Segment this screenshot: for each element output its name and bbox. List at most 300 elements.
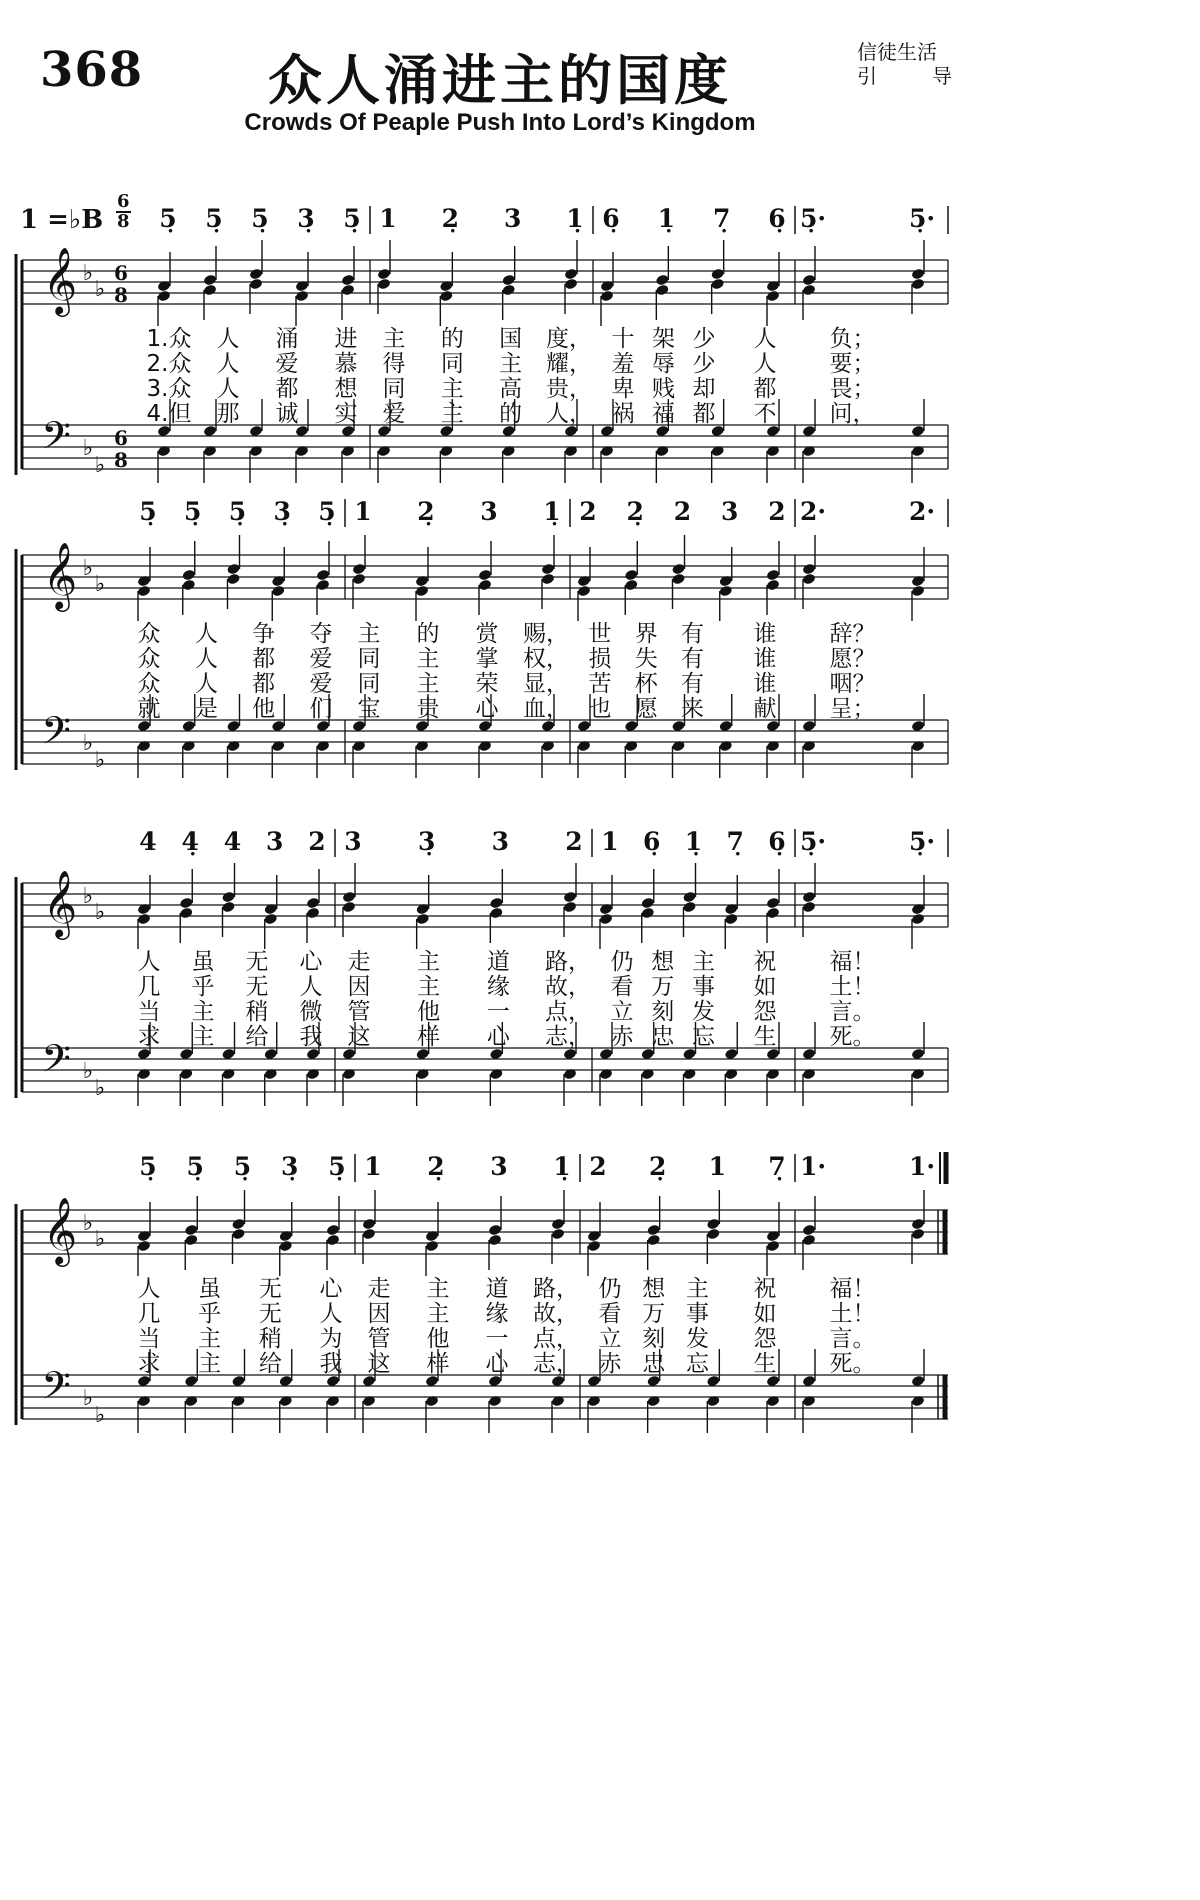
lyric-syllable: 缘 — [485, 1301, 509, 1327]
lyric-syllable: 想 — [334, 376, 358, 402]
lyric-syllable: 样 — [417, 1024, 441, 1050]
bass-clef-icon: 𝄢 — [41, 1036, 71, 1090]
lyric-syllable: 一 — [486, 999, 510, 1025]
lyric-syllable: 给 — [258, 1351, 282, 1377]
lyric-syllable: 愿？ — [829, 646, 876, 672]
treble-notehead — [802, 563, 816, 576]
lyric-syllable: 就 — [137, 696, 161, 722]
lyric-syllable: 失 — [634, 646, 658, 672]
lyric-syllable: 是 — [194, 696, 218, 722]
jianpu-note: 5̣ — [186, 1152, 204, 1181]
jianpu-note: 5̣ — [205, 204, 223, 233]
jianpu-note: 5̣ — [251, 204, 269, 233]
lyric-syllable: 人 — [299, 974, 323, 1000]
treble-notehead — [306, 907, 320, 920]
bass-notehead — [802, 1375, 816, 1388]
lyric-syllable: 不 — [753, 401, 777, 427]
lyric-syllable: 心 — [319, 1276, 343, 1302]
lyric-syllable: 人 — [137, 949, 161, 975]
lyric-syllable: 缘 — [486, 974, 510, 1000]
lyric-syllable: 祝 — [753, 1276, 777, 1302]
jianpu-note: 4 — [223, 827, 242, 856]
lyric-syllable: 贵， — [546, 376, 592, 402]
jianpu-note: 5̣ — [343, 204, 361, 233]
lyric-syllable: 主 — [499, 351, 523, 377]
lyric-syllable: 福 — [652, 401, 675, 427]
lyric-syllable: 们 — [309, 696, 333, 722]
bass-notehead — [179, 1048, 193, 1061]
lyric-syllable: 辞？ — [829, 621, 876, 647]
bass-notehead — [377, 425, 391, 438]
treble-notehead — [564, 268, 578, 281]
lyric-syllable: 祸 — [611, 401, 635, 427]
treble-notehead — [326, 1224, 340, 1237]
jianpu-note: 5̣ — [139, 497, 157, 526]
lyric-syllable: 损 — [588, 646, 612, 672]
lyric-syllable: 主 — [440, 401, 464, 427]
lyric-syllable: 为 — [319, 1326, 343, 1352]
treble-notehead — [137, 585, 151, 598]
bass-notehead — [911, 1048, 925, 1061]
bass-notehead — [646, 1375, 660, 1388]
lyric-syllable: 心 — [299, 949, 323, 975]
jianpu-note: 5̣ — [139, 1152, 157, 1181]
lyric-syllable: 死。 — [829, 1024, 876, 1050]
treble-notehead — [802, 1234, 816, 1247]
bass-notehead — [415, 720, 429, 733]
jianpu-note: 1̣ — [553, 1152, 571, 1181]
lyric-syllable: 几 — [137, 974, 161, 1000]
lyric-syllable: 人 — [753, 351, 777, 377]
flat-icon: ♭ — [82, 731, 94, 756]
lyric-syllable: 主 — [440, 376, 464, 402]
jianpu-note: 2̣ — [417, 497, 435, 526]
lyric-syllable: 事 — [692, 974, 715, 1000]
treble-notehead — [641, 897, 655, 910]
lyric-syllable: 心 — [475, 696, 499, 722]
jianpu-note: 3 — [490, 1152, 508, 1181]
flat-icon: ♭ — [82, 261, 94, 286]
lyric-syllable: 的 — [499, 401, 523, 427]
treble-notehead — [802, 274, 816, 287]
jianpu-note: 1 — [354, 497, 372, 526]
lyric-syllable: 心 — [486, 1024, 510, 1050]
lyric-syllable: 稍 — [245, 999, 269, 1025]
lyric-syllable: 路， — [533, 1276, 579, 1302]
bass-notehead — [279, 1375, 293, 1388]
lyric-syllable: 少 — [692, 351, 716, 377]
jianpu-note: 3̣ — [273, 497, 291, 526]
lyric-syllable: 怨 — [753, 1326, 777, 1352]
treble-clef-icon: 𝄞 — [42, 541, 78, 609]
lyric-syllable: 走 — [347, 949, 371, 975]
category-line-1: 信徒生活 — [857, 40, 937, 64]
jianpu-note: 1̣ — [543, 497, 561, 526]
bass-notehead — [489, 1048, 503, 1061]
lyric-syllable: 主 — [426, 1276, 450, 1302]
lyric-syllable: 看 — [610, 974, 634, 1000]
treble-notehead — [766, 907, 780, 920]
treble-notehead — [179, 907, 193, 920]
lyric-syllable: 有 — [681, 621, 704, 647]
lyric-syllable: 他 — [426, 1326, 450, 1352]
lyric-syllable: 都 — [252, 646, 276, 672]
treble-notehead — [501, 284, 515, 297]
flat-icon: ♭ — [82, 1211, 94, 1236]
bass-notehead — [264, 1048, 278, 1061]
lyric-syllable: 贵 — [416, 696, 440, 722]
lyric-syllable: 同 — [440, 351, 464, 377]
lyric-syllable: 道 — [485, 1276, 509, 1302]
lyric-syllable: 道 — [486, 949, 510, 975]
lyric-syllable: 赤 — [610, 1024, 634, 1050]
treble-time-signature-bottom: 8 — [114, 283, 128, 307]
lyric-syllable: 慕 — [334, 351, 358, 377]
bass-notehead — [295, 425, 309, 438]
bass-notehead — [724, 1048, 738, 1061]
treble-notehead — [271, 585, 285, 598]
bass-time-signature-top: 6 — [114, 426, 128, 450]
lyric-syllable: 忠 — [651, 1024, 675, 1050]
lyric-syllable: 生 — [753, 1024, 777, 1050]
treble-notehead — [719, 585, 733, 598]
jianpu-note: 5̣· — [799, 204, 827, 233]
treble-notehead — [362, 1218, 376, 1231]
bass-notehead — [766, 1048, 780, 1061]
bass-notehead — [587, 1375, 601, 1388]
lyric-syllable: 的 — [440, 326, 464, 352]
hymn-title-chinese: 众人涌进主的国度 — [268, 49, 732, 112]
lyric-syllable: 万 — [642, 1301, 666, 1327]
bass-notehead — [326, 1375, 340, 1388]
lyric-syllable: 都 — [753, 376, 777, 402]
bass-notehead — [342, 1048, 356, 1061]
treble-clef-icon: 𝄞 — [42, 246, 78, 314]
treble-notehead — [341, 284, 355, 297]
key-signature: 1 =♭B — [20, 205, 104, 235]
jianpu-note: 5̣ — [233, 1152, 252, 1181]
lyric-syllable: 羞 — [611, 351, 635, 377]
treble-notehead — [352, 573, 366, 586]
bass-notehead — [137, 1375, 151, 1388]
treble-notehead — [655, 274, 669, 287]
treble-notehead — [706, 1218, 720, 1231]
jianpu-note: 2 — [673, 497, 692, 526]
lyric-syllable: 人 — [137, 1276, 161, 1302]
lyric-syllable: 主 — [198, 1351, 222, 1377]
treble-notehead — [425, 1240, 439, 1253]
lyric-syllable: 高 — [499, 376, 523, 402]
treble-notehead — [646, 1234, 660, 1247]
lyric-syllable: 爱 — [309, 671, 333, 697]
bass-notehead — [306, 1048, 320, 1061]
lyric-syllable: 赐， — [523, 621, 569, 647]
flat-icon: ♭ — [94, 748, 106, 773]
bass-notehead — [221, 1048, 235, 1061]
lyric-syllable: 谁 — [753, 646, 777, 672]
lyric-syllable: 众 — [137, 621, 161, 647]
treble-notehead — [541, 573, 555, 586]
bass-notehead — [137, 720, 151, 733]
bass-notehead — [182, 720, 196, 733]
treble-notehead — [203, 284, 217, 297]
flat-icon: ♭ — [82, 1059, 94, 1084]
hymn-title-english: Crowds Of Peaple Push Into Lord’s Kingdom — [244, 109, 756, 136]
category-line-2a: 引 — [857, 64, 877, 88]
bass-notehead — [203, 425, 217, 438]
jianpu-note: 5̣· — [908, 204, 936, 233]
treble-notehead — [489, 907, 503, 920]
lyric-syllable: 心 — [485, 1351, 509, 1377]
lyric-syllable: 无 — [245, 949, 269, 975]
lyric-syllable: 掌 — [475, 646, 499, 672]
lyric-syllable: 志， — [545, 1024, 591, 1050]
lyric-syllable: 实 — [334, 401, 358, 427]
treble-notehead — [802, 891, 816, 904]
bass-notehead — [624, 720, 638, 733]
treble-notehead — [724, 913, 738, 926]
lyric-syllable: 宝 — [357, 696, 381, 722]
jianpu-note: 2̣ — [648, 1152, 667, 1181]
lyric-syllable: 刻 — [642, 1326, 666, 1352]
treble-notehead — [587, 1240, 601, 1253]
flat-icon: ♭ — [94, 1403, 106, 1428]
jianpu-note: 7̣ — [726, 827, 744, 856]
jianpu-note: 3 — [266, 827, 284, 856]
lyric-syllable: 却 — [692, 376, 716, 402]
bass-notehead — [226, 720, 240, 733]
lyric-syllable: 来 — [681, 696, 704, 722]
lyric-syllable: 求 — [137, 1024, 161, 1050]
bass-time-signature-bottom: 8 — [114, 448, 128, 472]
bass-notehead — [362, 1375, 376, 1388]
lyric-syllable: 主 — [692, 949, 715, 975]
lyric-syllable: 点， — [545, 999, 591, 1025]
lyric-syllable: 涌 — [275, 326, 299, 352]
lyric-syllable: 主 — [686, 1276, 709, 1302]
jianpu-note: 3̣ — [281, 1152, 299, 1181]
lyric-syllable: 因 — [347, 974, 371, 1000]
treble-notehead — [182, 579, 196, 592]
lyric-syllable: 想 — [642, 1276, 666, 1302]
bass-notehead — [415, 1048, 429, 1061]
jianpu-note: 1 — [708, 1152, 727, 1181]
bass-notehead — [599, 1048, 613, 1061]
lyric-syllable: 乎 — [198, 1301, 222, 1327]
lyric-syllable: 无 — [245, 974, 269, 1000]
bass-notehead — [577, 720, 591, 733]
treble-notehead — [564, 278, 578, 291]
treble-notehead — [682, 891, 696, 904]
lyric-syllable: 当 — [137, 999, 161, 1025]
treble-notehead — [802, 901, 816, 914]
jianpu-note: 5̣ — [228, 497, 247, 526]
lyric-syllable: 主 — [382, 326, 406, 352]
bass-notehead — [641, 1048, 655, 1061]
lyric-syllable: 呈； — [829, 696, 876, 722]
bass-clef-icon: 𝄢 — [41, 413, 71, 467]
lyric-syllable: 一 — [485, 1326, 509, 1352]
treble-notehead — [226, 573, 240, 586]
lyric-syllable: 志， — [533, 1351, 579, 1377]
treble-notehead — [911, 585, 925, 598]
treble-notehead — [541, 563, 555, 576]
treble-notehead — [911, 278, 925, 291]
lyric-syllable: 发 — [692, 999, 715, 1025]
time-signature-bottom: 8 — [117, 211, 130, 232]
jianpu-note: 6̣ — [768, 204, 786, 233]
lyric-syllable: 几 — [137, 1301, 161, 1327]
bass-notehead — [352, 720, 366, 733]
lyric-syllable: 世 — [588, 621, 612, 647]
treble-notehead — [352, 563, 366, 576]
lyric-syllable: 管 — [367, 1326, 391, 1352]
lyric-syllable: 因 — [367, 1301, 391, 1327]
treble-notehead — [137, 1240, 151, 1253]
lyric-syllable: 畏； — [829, 376, 876, 402]
lyric-syllable: 仍 — [610, 949, 634, 975]
time-signature-top: 6 — [117, 191, 130, 212]
bass-notehead — [501, 425, 515, 438]
bass-notehead — [157, 425, 171, 438]
treble-notehead — [710, 268, 724, 281]
lyric-syllable: 苦 — [588, 671, 612, 697]
lyric-syllable: 众 — [137, 671, 161, 697]
jianpu-note: 5̣ — [159, 204, 177, 233]
flat-icon: ♭ — [94, 1227, 106, 1252]
treble-notehead — [203, 274, 217, 287]
lyric-syllable: 咽？ — [829, 671, 876, 697]
jianpu-note: 3̣ — [297, 204, 315, 233]
flat-icon: ♭ — [82, 436, 94, 461]
lyric-syllable: 赤 — [598, 1351, 622, 1377]
treble-notehead — [489, 897, 503, 910]
lyric-syllable: 给 — [245, 1024, 269, 1050]
lyric-syllable: 刻 — [651, 999, 675, 1025]
treble-notehead — [802, 284, 816, 297]
treble-notehead — [911, 1228, 925, 1241]
bass-notehead — [439, 425, 453, 438]
lyric-syllable: 福！ — [829, 949, 876, 975]
treble-notehead — [706, 1228, 720, 1241]
treble-notehead — [488, 1224, 502, 1237]
lyric-syllable: 主 — [191, 1024, 215, 1050]
jianpu-note: 5̣· — [799, 827, 827, 856]
bass-notehead — [710, 425, 724, 438]
treble-notehead — [226, 563, 240, 576]
lyric-syllable: 3.众 — [146, 376, 192, 402]
treble-notehead — [802, 1224, 816, 1237]
lyric-syllable: 杯 — [634, 671, 658, 697]
bass-notehead — [341, 425, 355, 438]
treble-notehead — [179, 897, 193, 910]
lyric-syllable: 忠 — [642, 1351, 666, 1377]
lyric-syllable: 土！ — [829, 974, 876, 1000]
treble-notehead — [326, 1234, 340, 1247]
lyric-syllable: 主 — [198, 1326, 222, 1352]
treble-notehead — [551, 1228, 565, 1241]
treble-notehead — [911, 1218, 925, 1231]
bass-notehead — [802, 720, 816, 733]
lyric-syllable: 故， — [545, 974, 591, 1000]
category-line-2b: 导 — [932, 64, 952, 88]
treble-notehead — [316, 579, 330, 592]
bass-notehead — [719, 720, 733, 733]
lyric-syllable: 乎 — [191, 974, 215, 1000]
treble-notehead — [682, 901, 696, 914]
treble-notehead — [478, 579, 492, 592]
lyric-syllable: 争 — [252, 621, 276, 647]
treble-notehead — [157, 290, 171, 303]
lyric-syllable: 人 — [216, 376, 240, 402]
lyric-syllable: 爱 — [275, 351, 299, 377]
lyric-syllable: 立 — [610, 999, 634, 1025]
lyric-syllable: 都 — [252, 671, 276, 697]
jianpu-note: 2 — [565, 827, 583, 856]
jianpu-note: 1· — [799, 1152, 827, 1181]
lyric-syllable: 忘 — [692, 1024, 715, 1050]
treble-notehead — [488, 1234, 502, 1247]
treble-notehead — [342, 891, 356, 904]
lyric-syllable: 爱 — [309, 646, 333, 672]
lyric-syllable: 事 — [686, 1301, 709, 1327]
lyric-syllable: 无 — [258, 1301, 282, 1327]
treble-notehead — [184, 1224, 198, 1237]
jianpu-note: 5̣ — [184, 497, 202, 526]
bass-notehead — [655, 425, 669, 438]
lyric-syllable: 故， — [533, 1301, 579, 1327]
lyric-syllable: 生 — [753, 1351, 777, 1377]
lyric-syllable: 我 — [319, 1351, 343, 1377]
flat-icon: ♭ — [94, 453, 106, 478]
jianpu-note: 2̣ — [427, 1152, 445, 1181]
jianpu-note: 1 — [601, 827, 619, 856]
lyric-syllable: 国 — [499, 326, 523, 352]
lyric-syllable: 主 — [357, 621, 381, 647]
jianpu-note: 2· — [908, 497, 936, 526]
treble-notehead — [342, 901, 356, 914]
jianpu-note: 2· — [799, 497, 827, 526]
lyric-syllable: 有 — [681, 646, 704, 672]
bass-notehead — [911, 720, 925, 733]
lyric-syllable: 人 — [194, 621, 218, 647]
lyric-syllable: 十 — [611, 326, 635, 352]
lyric-syllable: 界 — [634, 621, 658, 647]
treble-time-signature-top: 6 — [114, 261, 128, 285]
hymn-number: 368 — [40, 42, 144, 98]
bass-notehead — [766, 1375, 780, 1388]
lyric-syllable: 微 — [299, 999, 323, 1025]
lyric-syllable: 虽 — [198, 1276, 222, 1302]
treble-notehead — [184, 1234, 198, 1247]
lyric-syllable: 权， — [523, 646, 569, 672]
lyric-syllable: 管 — [347, 999, 371, 1025]
bass-notehead — [231, 1375, 245, 1388]
treble-notehead — [249, 278, 263, 291]
lyric-syllable: 要； — [829, 351, 876, 377]
lyric-syllable: 当 — [137, 1326, 161, 1352]
lyric-syllable: 人 — [194, 671, 218, 697]
lyric-syllable: 架 — [652, 326, 675, 352]
bass-clef-icon: 𝄢 — [41, 1363, 71, 1417]
lyric-syllable: 路， — [545, 949, 591, 975]
lyric-syllable: 如 — [753, 974, 777, 1000]
lyric-syllable: 走 — [367, 1276, 391, 1302]
lyric-syllable: 少 — [692, 326, 716, 352]
treble-notehead — [377, 268, 391, 281]
flat-icon: ♭ — [94, 1076, 106, 1101]
bass-notehead — [706, 1375, 720, 1388]
